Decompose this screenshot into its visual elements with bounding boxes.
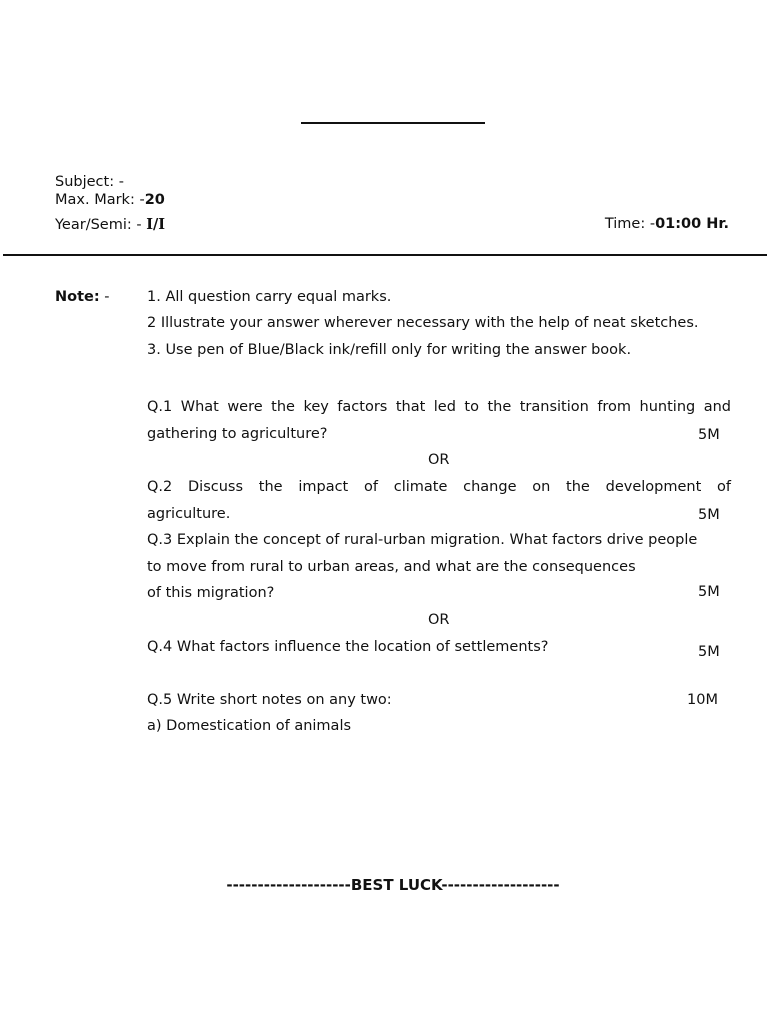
- q1-marks: 5M: [698, 427, 720, 443]
- q3-line: of this migration?: [147, 585, 275, 601]
- or-separator: OR: [428, 612, 450, 628]
- note-label: Note:: [55, 289, 100, 305]
- q3-line: to move from rural to urban areas, and what are the consequences: [147, 559, 636, 575]
- header-divider: [3, 254, 767, 256]
- time-label: Time: -: [604, 216, 656, 232]
- year-semi-value: I/I: [146, 216, 166, 233]
- title-underline: [301, 122, 485, 124]
- q2-marks: 5M: [698, 507, 720, 523]
- q4-marks: 5M: [698, 644, 720, 660]
- q5-option-a: a) Domestication of animals: [147, 718, 352, 734]
- or-separator: OR: [428, 452, 450, 468]
- q1-line: gathering to agriculture?: [147, 426, 328, 442]
- year-semi-label: Year/Semi: -: [55, 217, 147, 233]
- max-mark-line: [55, 192, 165, 208]
- q5-marks: 10M: [687, 692, 718, 708]
- note-dash: -: [99, 289, 110, 305]
- q1-line: Q.1 What were the key factors that led to the transition from hunting and: [147, 399, 731, 415]
- time-line: [605, 216, 729, 232]
- footer-best-luck: --------------------BEST LUCK-------------------: [226, 876, 560, 894]
- q5-line: Q.5 Write short notes on any two:: [147, 692, 392, 708]
- note-heading: [55, 289, 110, 305]
- q2-line: agriculture.: [147, 506, 231, 522]
- q3-marks: 5M: [698, 584, 720, 600]
- subject-line: [55, 174, 124, 190]
- q2-line: Q.2 Discuss the impact of climate change on the development of: [147, 479, 731, 495]
- q4-line: Q.4 What factors influence the location of settlements?: [147, 639, 549, 655]
- max-mark-label: Max. Mark: -: [55, 192, 145, 208]
- q3-line: Q.3 Explain the concept of rural-urban migration. What factors drive people: [147, 532, 698, 548]
- note-item: 3. Use pen of Blue/Black ink/refill only for writing the answer book.: [147, 342, 632, 358]
- note-item: 2 Illustrate your answer wherever necessary with the help of neat sketches.: [147, 315, 699, 331]
- subject-label: Subject: -: [55, 174, 124, 190]
- note-item: 1. All question carry equal marks.: [147, 289, 392, 305]
- max-mark-value: 20: [144, 192, 165, 208]
- year-semi-line: [55, 216, 165, 233]
- time-value: 01:00 Hr.: [655, 216, 729, 232]
